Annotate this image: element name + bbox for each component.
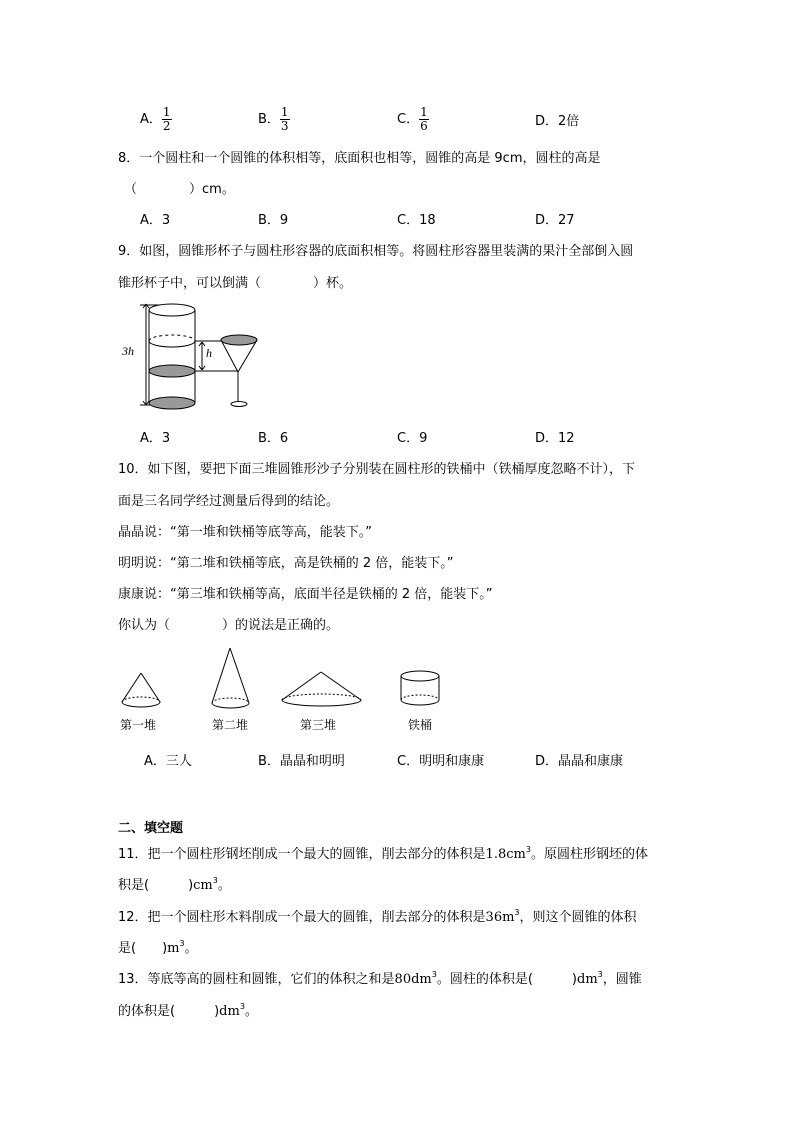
q8-stem-line2: （ ）cm。: [124, 182, 235, 197]
q10-option-c: C．明明和康康: [397, 754, 485, 769]
q9-stem-line2: 锥形杯子中，可以倒满（ ）杯。: [118, 276, 353, 291]
q9-option-d: D．12: [535, 431, 575, 446]
q10-sand-piles-figure: [110, 640, 460, 715]
q8-option-b: B．9: [258, 213, 289, 228]
label-pile-1: 第一堆: [120, 718, 157, 732]
q7-option-b: B． $\frac{1}{3}$: [258, 105, 289, 133]
q10-statement-kangkang: 康康说：“第三堆和铁桶等高，底面半径是铁桶的 2 倍，能装下。”: [118, 587, 493, 602]
q9-option-c: C．9: [397, 431, 428, 446]
label-3h: 3h: [122, 344, 134, 358]
q9-stem-line1: 9．如图，圆锥形杯子与圆柱形容器的底面积相等。将圆柱形容器里装满的果汁全部倒入圆: [118, 244, 634, 259]
q11-stem-line2: 积是( )$cm^3$。: [118, 876, 231, 893]
q9-cylinder-cone-figure: [118, 300, 278, 415]
q10-option-d: D．晶晶和康康: [535, 754, 624, 769]
q8-option-c: C．18: [397, 213, 436, 228]
q8-stem-line1: 8．一个圆柱和一个圆锥的体积相等，底面积也相等，圆锥的高是 9cm，圆柱的高是: [118, 151, 601, 166]
q13-stem-line2: 的体积是( )$dm^3$。: [118, 1002, 258, 1019]
q9-option-b: B．6: [258, 431, 289, 446]
q7-option-c: C． $\frac{1}{6}$: [397, 105, 428, 133]
q9-option-a: A．3: [140, 431, 171, 446]
q7-option-a: A． $\frac{1}{2}$: [140, 105, 171, 133]
q10-stem-line1: 10．如下图，要把下面三堆圆锥形沙子分别装在圆柱形的铁桶中（铁桶厚度忽略不计），下: [118, 462, 636, 477]
q10-stem-question: 你认为（ ）的说法是正确的。: [118, 618, 340, 633]
label-pile-3: 第三堆: [300, 718, 337, 732]
fraction-one-half: $\frac{1}{2}$: [162, 105, 171, 133]
fraction-one-sixth: $\frac{1}{6}$: [420, 105, 428, 133]
q10-statement-jingjing: 晶晶说：“第一堆和铁桶等底等高，能装下。”: [118, 525, 372, 540]
label-bucket: 铁桶: [408, 718, 433, 732]
q10-option-a: A．三人: [144, 754, 192, 769]
label-h: h: [206, 346, 212, 360]
section-fill-in-blank-title: 二、填空题: [118, 821, 184, 836]
q13-stem-line1: 13．等底等高的圆柱和圆锥，它们的体积之和是$80dm^3$。圆柱的体积是( )$dm^3$，圆锥: [118, 970, 642, 987]
fraction-one-third: $\frac{1}{3}$: [280, 105, 289, 133]
q11-stem-line1: 11．把一个圆柱形钢坯削成一个最大的圆锥，削去部分的体积是$1.8cm^3$。原圆柱形钢坯的体: [118, 845, 648, 862]
q10-stem-line2: 面是三名同学经过测量后得到的结论。: [118, 494, 340, 509]
q10-option-b: B．晶晶和明明: [258, 754, 345, 769]
q10-statement-mingming: 明明说：“第二堆和铁桶等底，高是铁桶的 2 倍，能装下。”: [118, 556, 454, 571]
q8-option-d: D．27: [535, 213, 575, 228]
q8-option-a: A．3: [140, 213, 171, 228]
label-pile-2: 第二堆: [212, 718, 249, 732]
q12-stem-line1: 12．把一个圆柱形木料削成一个最大的圆锥，削去部分的体积是$36m^3$，则这个圆锥的体积: [118, 908, 637, 925]
q12-stem-line2: 是( )$m^3$。: [118, 939, 198, 956]
q7-option-d: D．2倍: [535, 114, 580, 129]
